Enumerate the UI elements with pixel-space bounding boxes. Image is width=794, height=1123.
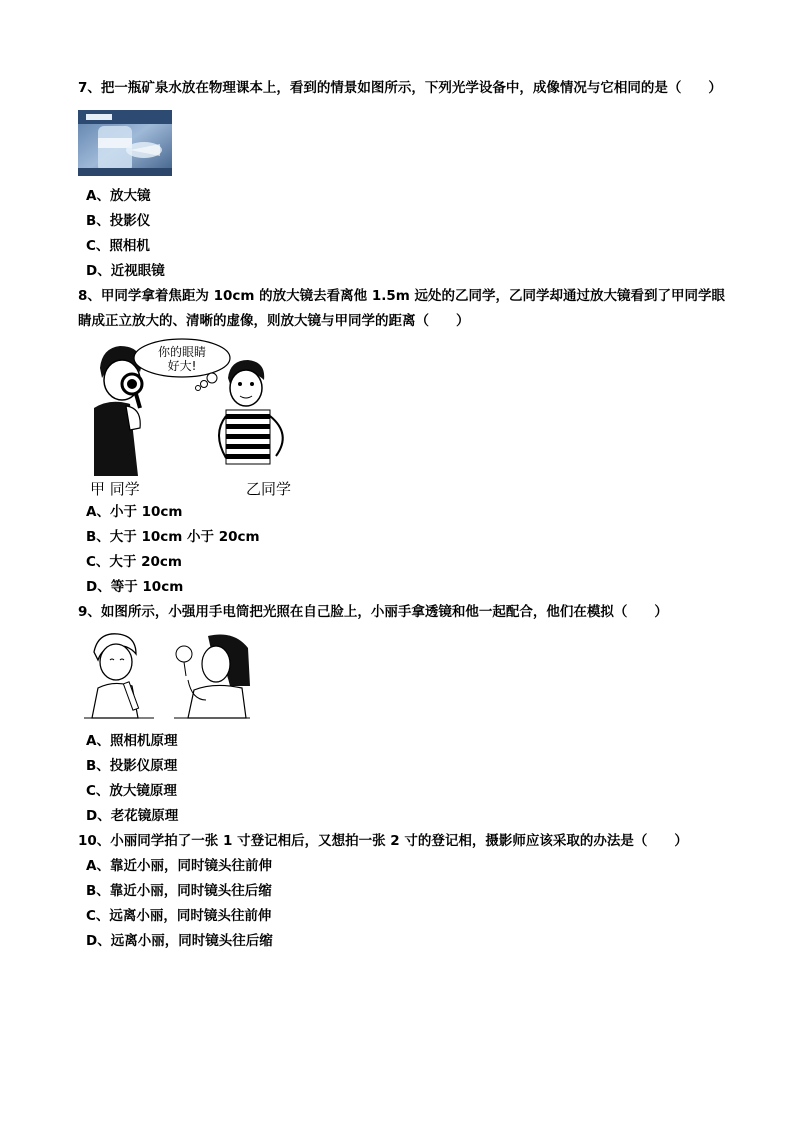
bubble-text-line2: 好大! (167, 359, 197, 373)
bottle-on-book-photo (78, 110, 172, 176)
q10-option-c: C、远离小丽，同时镜头往前伸 (86, 908, 272, 924)
boy-with-flashlight (84, 634, 154, 718)
student-a-figure (94, 346, 142, 476)
q7-option-d: D、近视眼镜 (86, 263, 165, 279)
q10-option-b: B、靠近小丽，同时镜头往后缩 (86, 883, 272, 899)
question-7-stem: 7、把一瓶矿泉水放在物理课本上，看到的情景如图所示，下列光学设备中，成像情况与它相同的是（ ） (78, 80, 722, 96)
question-8-stem-line1: 8、甲同学拿着焦距为 10cm 的放大镜去看离他 1.5m 远处的乙同学，乙同学却通过放大镜看到了甲同学眼 (78, 288, 726, 304)
girl-with-lens (174, 635, 250, 719)
q7-option-b: B、投影仪 (86, 213, 151, 229)
q8-option-b: B、大于 10cm 小于 20cm (86, 529, 260, 545)
bubble-text-line1: 你的眼睛 (157, 345, 207, 359)
q9-option-c: C、放大镜原理 (86, 783, 177, 799)
q7-option-c: C、照相机 (86, 238, 150, 254)
q8-option-a: A、小于 10cm (86, 504, 183, 520)
q8-option-d: D、等于 10cm (86, 579, 184, 595)
q10-option-a: A、靠近小丽，同时镜头往前伸 (86, 858, 272, 874)
student-b-figure (219, 360, 283, 464)
q8-option-c: C、大于 20cm (86, 554, 182, 570)
caption-student-b: 乙同学 (246, 480, 292, 498)
question-8-stem-line2: 睛成正立放大的、清晰的虚像，则放大镜与甲同学的距离（ ） (78, 313, 470, 329)
caption-student-a: 甲 同学 (90, 480, 140, 498)
q9-option-b: B、投影仪原理 (86, 758, 178, 774)
q10-option-d: D、远离小丽，同时镜头往后缩 (86, 933, 273, 949)
magnifier-students-figure (80, 338, 300, 478)
flashlight-lens-figure (84, 630, 256, 720)
question-10-stem: 10、小丽同学拍了一张 1 寸登记相后，又想拍一张 2 寸的登记相，摄影师应该采取的办法是（ ） (78, 833, 688, 849)
thought-bubble (134, 339, 230, 391)
q9-option-a: A、照相机原理 (86, 733, 178, 749)
q9-option-d: D、老花镜原理 (86, 808, 179, 824)
q7-option-a: A、放大镜 (86, 188, 151, 204)
question-9-stem: 9、如图所示，小强用手电筒把光照在自己脸上，小丽手拿透镜和他一起配合，他们在模拟（ ） (78, 604, 668, 620)
